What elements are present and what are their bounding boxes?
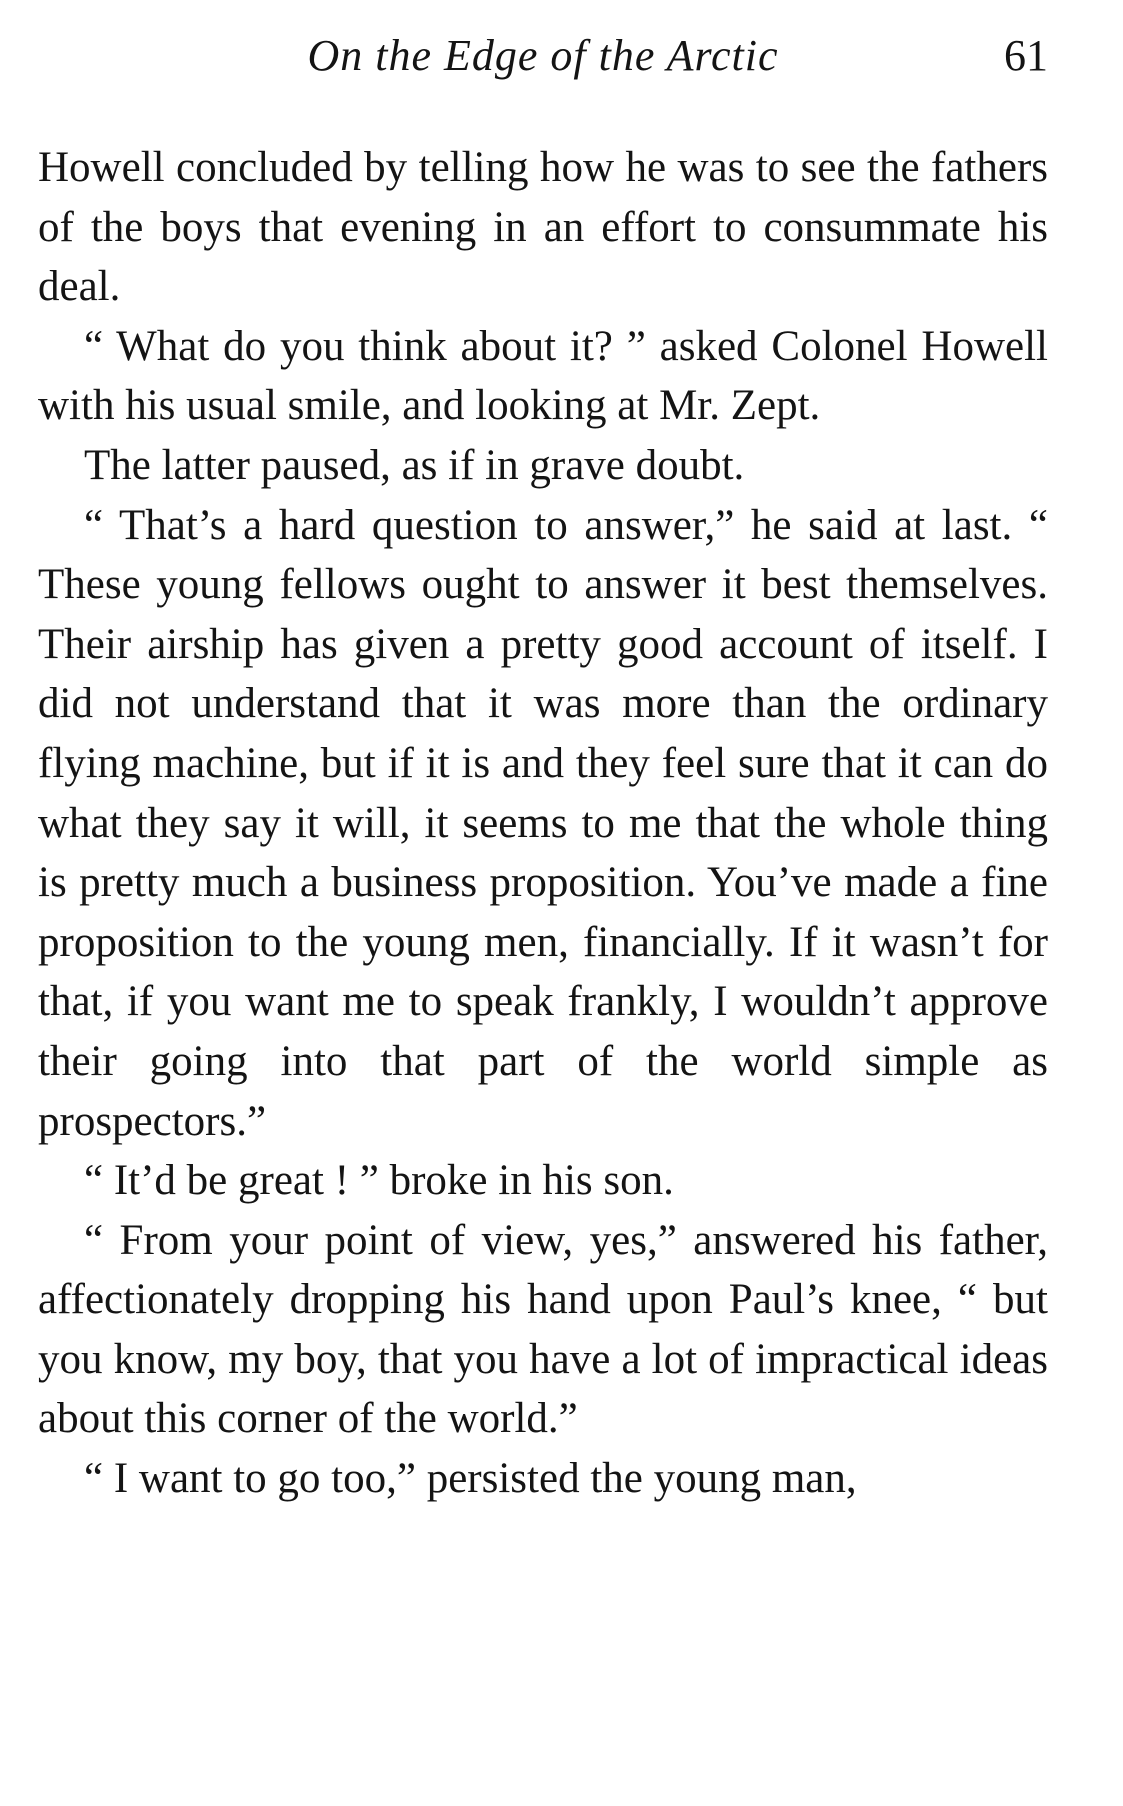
paragraph: “ I want to go too,” persisted the young man, [84,1455,857,1503]
page-header [38,26,1048,86]
paragraph: The latter paused, as if in grave doubt. [84,441,745,489]
body-text [38,138,1048,1509]
paragraph: “ From your point of view, yes,” answered his father, affectionately dropping his hand upon Paul’s knee, “ but you know, my boy, that you have a lot of impractical ideas about this corner of the world.” [38,1216,1048,1443]
paragraph: Howell concluded by telling how he was to see the fathers of the boys that evening in an effort to consummate his deal. [38,144,1048,311]
running-title: On the Edge of the Arctic [307,31,779,80]
paragraph: “ What do you think about it? ” asked Colonel Howell with his usual smile, and looking at Mr. Zept. [38,322,1048,430]
paragraph: “ That’s a hard question to answer,” he said at last. “ These young fellows ought to answer it best themselves. Their airship has given a pretty good account of itself. I did not understand that it was more than the ordinary flying machine, but if it is and they feel sure that it can do what they say it will, it seems to me that the whole thing is pretty much a business proposition. You’ve made a fine proposition to the young men, financially. If it wasn’t for that, if you want me to speak frankly, I wouldn’t approve their going into that part of the world simple as prospectors.” [38,501,1048,1145]
page-number: 61 [1004,31,1048,80]
paragraph: “ It’d be great ! ” broke in his son. [84,1157,674,1205]
